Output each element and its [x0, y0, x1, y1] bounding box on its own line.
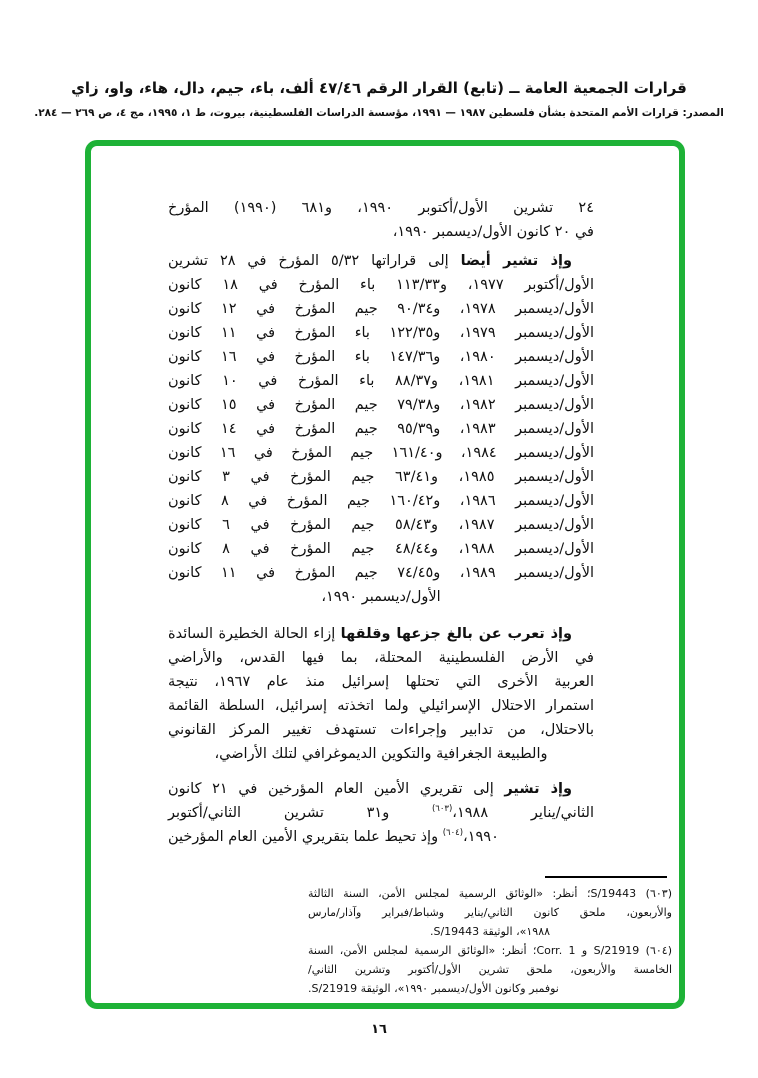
text-line	[168, 718, 594, 742]
text-line	[308, 884, 672, 903]
text-segment: الأول/ديسمبر ١٩٧٩، و١٢٢/٣٥ باء المؤرخ في ١١ كانون	[168, 325, 594, 341]
text-segment: الأول/ديسمبر ١٩٨٦، و١٦٠/٤٢ جيم المؤرخ في ٨ كانون	[168, 493, 595, 509]
text-segment: العربية الأخرى التي تحتلها إسرائيل منذ عام ١٩٦٧، نتيجة	[168, 674, 594, 690]
text-segment: وإذ تشير أيضا	[460, 253, 572, 269]
footnote-reference: (٦٠٤)	[442, 828, 464, 838]
text-line	[168, 441, 594, 465]
text-segment: استمرار الاحتلال الإسرائيلي ولما اتخذته إسرائيل، السلطة القائمة	[168, 698, 594, 714]
text-line	[168, 220, 594, 244]
text-segment: والطبيعة الجغرافية والتكوين الديموغرافي لتلك الأراضي،	[214, 746, 548, 762]
text-segment: ٢٤ تشرين الأول/أكتوبر ١٩٩٠، و٦٨١ (١٩٩٠) المؤرخ	[168, 200, 594, 216]
text-segment: والأربعون، ملحق كانون الثاني/يناير وشباط/فبراير وآذار/مارس	[308, 906, 672, 919]
text-segment: الأول/ديسمبر ١٩٨٤، و١٦١/٤٠ جيم المؤرخ في ١٦ كانون	[168, 445, 594, 461]
body-text	[168, 196, 594, 849]
footnotes	[308, 884, 672, 998]
footnote-reference: (٦٠٣)	[431, 804, 453, 814]
text-segment: نوفمبر وكانون الأول/ديسمبر ١٩٩٠»، الوثيقة S/21919.	[308, 982, 559, 995]
text-segment: و٣١ تشرين الثاني/أكتوبر	[168, 805, 432, 821]
text-line	[168, 297, 594, 321]
text-segment: إزاء الحالة الخطيرة السائدة	[168, 626, 341, 642]
text-segment: في ٢٠ كانون الأول/ديسمبر ١٩٩٠،	[392, 224, 594, 240]
text-line	[168, 273, 594, 297]
text-line	[168, 694, 594, 718]
text-line	[168, 249, 594, 273]
body-paragraph	[168, 249, 594, 609]
body-paragraph	[168, 196, 594, 244]
text-segment: وإذ تعرب عن بالغ جزعها وقلقها	[340, 626, 572, 642]
text-segment: الأول/ديسمبر ١٩٨٨، و٤٨/٤٤ جيم المؤرخ في ٨ كانون	[168, 541, 595, 557]
text-line	[308, 922, 672, 941]
text-line	[168, 321, 594, 345]
text-segment: الثاني/يناير ١٩٨٨،	[452, 805, 594, 821]
text-line	[168, 196, 594, 220]
page-number: ١٦	[371, 1022, 387, 1037]
text-segment: وإذ تشير	[504, 781, 572, 797]
text-line	[168, 801, 594, 825]
footnote-separator	[545, 876, 667, 878]
text-line	[168, 537, 594, 561]
source-line: المصدر: قرارات الأمم المتحدة بشأن فلسطين ١٩٨٧ — ١٩٩١، مؤسسة الدراسات الفلسطينية، بيروت، ط ١، ١٩٩٥، مج ٤، ص ٢٦٩ — ٢٨٤.	[34, 107, 724, 119]
text-line	[168, 825, 594, 849]
text-segment: في الأرض الفلسطينية المحتلة، بما فيها القدس، والأراضي	[168, 650, 594, 666]
text-line	[168, 465, 594, 489]
text-segment: الأول/ديسمبر ١٩٧٨، و٩٠/٣٤ جيم المؤرخ في ١٢ كانون	[168, 301, 595, 317]
footnote	[308, 884, 672, 941]
footnote	[308, 941, 672, 998]
text-line	[168, 561, 594, 585]
text-line	[168, 393, 594, 417]
text-segment: إلى قراراتها ٥/٣٢ المؤرخ في ٢٨ تشرين	[168, 253, 461, 269]
text-line	[168, 585, 594, 609]
text-segment: الأول/ديسمبر ١٩٨٧، و٥٨/٤٣ جيم المؤرخ في ٦ كانون	[168, 517, 595, 533]
text-line	[168, 670, 594, 694]
text-segment: الأول/ديسمبر ١٩٨٢، و٧٩/٣٨ جيم المؤرخ في ١٥ كانون	[168, 397, 595, 413]
text-line	[308, 979, 672, 998]
text-line	[168, 646, 594, 670]
text-line	[168, 742, 594, 766]
content-frame	[85, 140, 685, 1009]
text-segment: الأول/ديسمبر ١٩٨٠، و١٤٧/٣٦ باء المؤرخ في ١٦ كانون	[168, 349, 594, 365]
text-line	[308, 960, 672, 979]
text-segment: الأول/ديسمبر ١٩٩٠،	[321, 589, 441, 605]
text-segment: الأول/ديسمبر ١٩٨٣، و٩٥/٣٩ جيم المؤرخ في ١٤ كانون	[168, 421, 595, 437]
text-segment: الأول/ديسمبر ١٩٨١، و٨٨/٣٧ باء المؤرخ في ١٠ كانون	[168, 373, 594, 389]
text-segment: الأول/أكتوبر ١٩٧٧، و١١٣/٣٣ باء المؤرخ في ١٨ كانون	[168, 277, 594, 293]
text-line	[168, 513, 594, 537]
text-line	[168, 622, 594, 646]
body-paragraph	[168, 622, 594, 766]
text-segment: الأول/ديسمبر ١٩٨٥، و٦٣/٤١ جيم المؤرخ في ٣ كانون	[168, 469, 595, 485]
body-paragraph	[168, 777, 594, 849]
text-line	[308, 941, 672, 960]
text-line	[168, 777, 594, 801]
page-title: قرارات الجمعية العامة ــ (تابع) القرار الرقم ٤٧/٤٦ ألف، باء، جيم، دال، هاء، واو، زاي	[71, 79, 687, 97]
text-segment: (٦٠٤) S/21919 و Corr. 1؛ أنظر: «الوثائق الرسمية لمجلس الأمن، السنة	[308, 944, 673, 957]
text-line	[168, 489, 594, 513]
text-segment: الأول/ديسمبر ١٩٨٩، و٧٤/٤٥ جيم المؤرخ في ١١ كانون	[168, 565, 595, 581]
text-segment: وإذ تحيط علما بتقريري الأمين العام المؤرخين	[168, 829, 443, 845]
text-segment: الخامسة والأربعون، ملحق تشرين الأول/أكتوبر وتشرين الثاني/	[308, 963, 672, 976]
text-line	[168, 345, 594, 369]
text-line	[308, 903, 672, 922]
text-segment: بالاحتلال، من تدابير وإجراءات تستهدف تغيير المركز القانوني	[168, 722, 594, 738]
text-segment: ١٩٩٠،	[463, 829, 499, 845]
text-segment: إلى تقريري الأمين العام المؤرخين في ٢١ كانون	[168, 781, 505, 797]
text-segment: ١٩٨٨»، الوثيقة S/19443.	[429, 925, 551, 938]
text-segment: (٦٠٣) S/19443؛ أنظر: «الوثائق الرسمية لمجلس الأمن، السنة الثالثة	[308, 887, 672, 900]
text-line	[168, 417, 594, 441]
text-line	[168, 369, 594, 393]
